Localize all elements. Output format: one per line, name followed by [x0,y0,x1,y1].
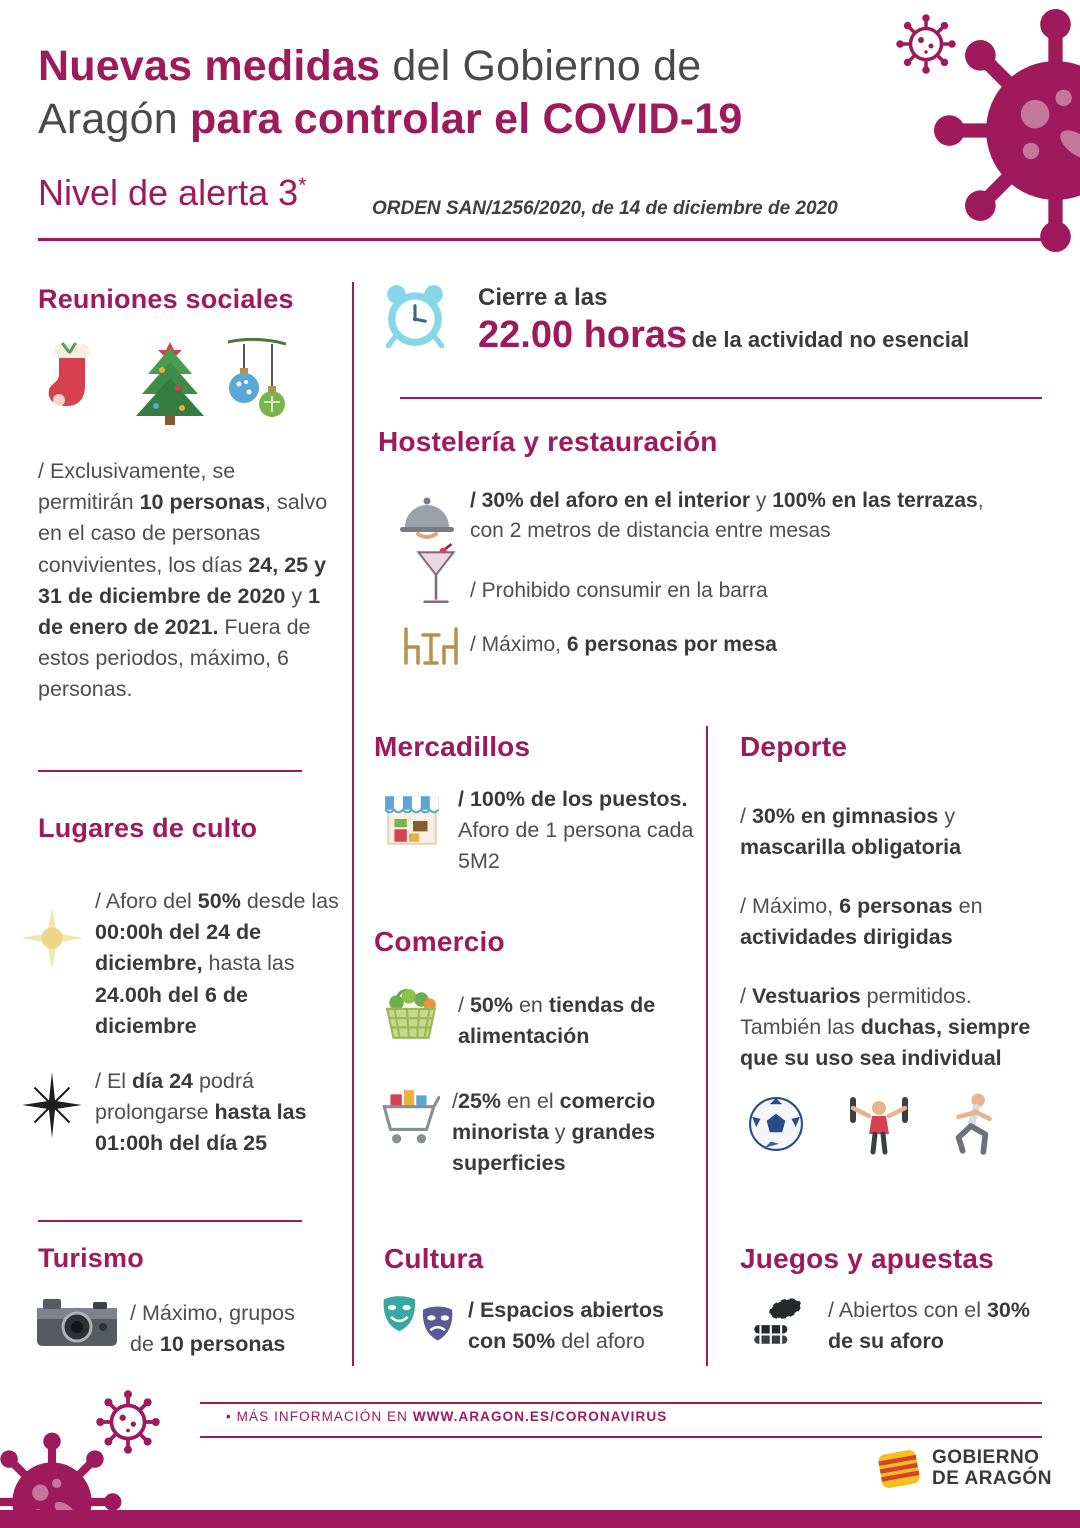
deporte-item: / 30% en gimnasios y mascarilla obligatoria [740,804,962,860]
deporte-item: / Máximo, 6 personas en actividades dirigidas [740,894,983,950]
alert-level-label: Nivel de alerta 3 [38,172,299,213]
soccer-ball-icon [748,1096,804,1152]
virus-icon [896,14,956,74]
more-info-text: • MÁS INFORMACIÓN EN WWW.ARAGON.ES/CORONAVIRUS [226,1409,668,1424]
bottom-bar [0,1510,1080,1528]
section-heading: Cultura [384,1243,484,1274]
aragon-flag-icon [876,1446,922,1492]
table-chairs-icon [398,622,464,666]
closure-scope: de la actividad no esencial [691,327,970,352]
hosteleria-item: / Máximo, 6 personas por mesa [470,633,777,656]
section-heading: Lugares de culto [38,813,258,843]
turismo-item: / Máximo, grupos de 10 personas [130,1301,295,1357]
candle-glow-icon [14,900,90,976]
juegos-item: / Abiertos con el 30% de su aforo [828,1298,1030,1354]
column-divider [352,282,354,1366]
section-heading: Reuniones sociales [38,284,294,314]
stocking-icon [45,338,97,416]
poker-chips-icon [748,1290,806,1350]
theater-masks-icon [380,1292,458,1350]
section-heading: Mercadillos [374,731,531,762]
culto-item: / El día 24 podrá prolongarse hasta las 01:00h del día 25 [95,1069,307,1156]
reuniones-text: / Exclusivamente, se permitirán 10 personas, salvo en el caso de personas convivientes, los días 24, 25 y 31 de diciembre de 2020 y 1 de enero de 2021. Fuera de estos periodos, máximo, 6 personas. [38,459,328,702]
cultura-item: / Espacios abiertos con 50% del aforo [468,1298,664,1354]
logo-text-line2: DE ARAGÓN [932,1468,1052,1489]
alert-level [38,172,307,214]
closure-time: 22.00 horas [478,314,688,356]
weightlifting-icon [842,1094,916,1156]
deporte-item: / Vestuarios permitidos. También las duchas, siempre que su uso sea individual [740,984,1031,1071]
comercio-item: /25% en el comercio minorista y grandes superficies [452,1089,656,1176]
section-heading: Turismo [38,1243,144,1273]
section-heading: Comercio [374,926,505,957]
closure-banner [478,284,969,357]
food-basket-icon [382,986,440,1044]
market-stall-icon [382,792,442,848]
section-heading: Deporte [740,731,848,762]
cocktail-icon [416,542,456,610]
logo-text-line1: GOBIERNO [932,1447,1040,1469]
page-title: Nuevas medidas del Gobierno de Aragón para controlar el COVID-19 [38,42,743,144]
hosteleria-item: / 30% del aforo en el interior y 100% en las terrazas, con 2 metros de distancia entre mesas [470,489,984,543]
christmas-tree-icon [126,332,214,426]
culto-item: / Aforo del 50% desde las 00:00h del 24 de diciembre, hasta las 24.00h del 6 de diciembre [95,889,339,1038]
mercadillos-item: / 100% de los puestos. Aforo de 1 persona cada 5M2 [458,787,694,874]
footer-divider [200,1436,1042,1438]
section-heading: Hostelería y restauración [378,426,718,457]
order-reference: ORDEN SAN/1256/2020, de 14 de diciembre de 2020 [372,198,838,219]
section-divider [38,770,302,772]
shopping-cart-icon [376,1084,440,1148]
camera-icon [35,1294,119,1350]
header-divider [38,238,1042,241]
hosteleria-item: / Prohibido consumir en la barra [470,579,768,602]
footer-divider [200,1402,1042,1404]
alarm-clock-icon [382,282,448,348]
section-heading: Juegos y apuestas [740,1243,994,1274]
closure-intro: Cierre a las [478,284,608,311]
section-divider [400,397,1042,399]
section-divider [38,1220,302,1222]
gobierno-aragon-logo [876,1446,1052,1492]
serving-dish-icon [398,492,456,540]
running-icon [944,1092,1002,1156]
alert-asterisk: * [298,172,307,197]
comercio-item: / 50% en tiendas de alimentación [458,993,656,1049]
sparkle-star-icon [22,1072,82,1138]
baubles-icon [224,336,290,424]
